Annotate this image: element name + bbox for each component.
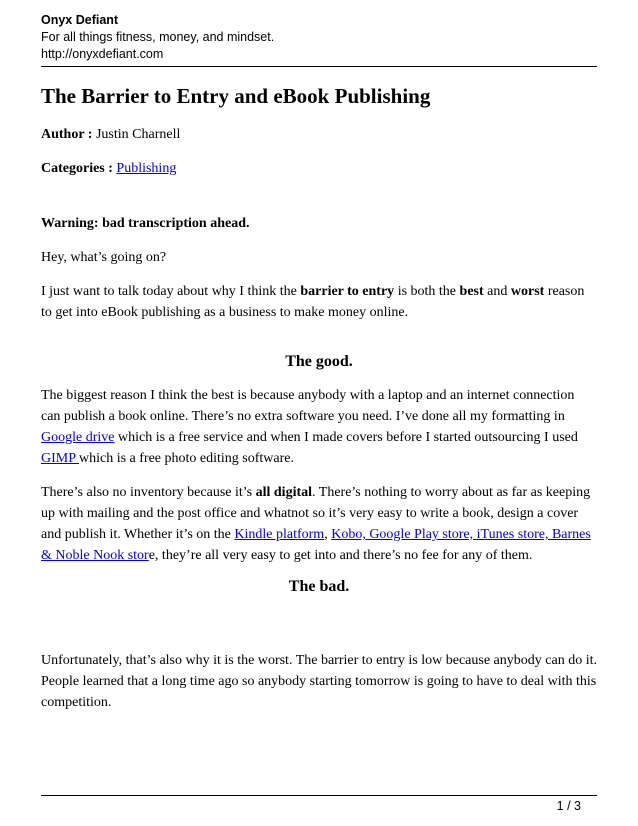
author-line	[41, 124, 597, 145]
good-paragraph-2: There’s also no inventory because it’s all digital. There’s nothing to worry about as far as keeping up with mailing and the post office and whatnot so it’s very easy to write a book, design a cover and publish it. Whether it’s on the Kindle platform, Kobo, Google Play store, iTunes store, Barnes & Noble Nook store, they’re all very easy to get into and there’s no fee for any of them.	[41, 485, 591, 563]
site-header	[41, 12, 597, 63]
gimp-link[interactable]: GIMP	[41, 451, 79, 466]
kindle-platform-link[interactable]: Kindle platform	[234, 527, 325, 542]
site-name: Onyx Defiant	[41, 13, 119, 27]
site-url: http://onyxdefiant.com	[41, 47, 164, 61]
heading-the-good: The good.	[285, 353, 353, 370]
article	[41, 82, 597, 726]
bad-paragraph-1: Unfortunately, that’s also why it is the worst. The barrier to entry is low because anybody can do it. People learned that a long time ago so anybody starting tomorrow is going to have to deal with this competition.	[41, 653, 597, 710]
google-drive-link[interactable]: Google drive	[41, 430, 115, 445]
categories-label: Categories :	[41, 161, 113, 176]
heading-the-bad: The bad.	[288, 578, 350, 595]
document-page	[41, 0, 597, 826]
page-indicator: 1 / 3	[556, 799, 581, 813]
good-paragraph-1: The biggest reason I think the best is because anybody with a laptop and an internet connection can publish a book online. There’s no extra software you need. I’ve done all my formatting in Google drive which is a free service and when I made covers before I started outsourcing I used GIMP which is a free photo editing software.	[41, 388, 578, 466]
category-link-publishing[interactable]: Publishing	[116, 161, 177, 176]
footer-divider	[41, 795, 597, 796]
author-name: Justin Charnell	[95, 127, 181, 142]
intro-paragraph: I just want to talk today about why I think the barrier to entry is both the best and worst reason to get into eBook publishing as a business to make money online.	[41, 284, 585, 320]
warning-text: Warning: bad transcription ahead.	[41, 216, 250, 231]
article-title: The Barrier to Entry and eBook Publishing	[41, 84, 431, 108]
categories-line	[41, 158, 597, 179]
greeting-paragraph: Hey, what’s going on?	[41, 250, 167, 265]
author-label: Author :	[41, 127, 93, 142]
stores-link[interactable]: Kobo, Google Play store, iTunes store, Barnes & Noble Nook stor	[41, 527, 591, 563]
header-divider	[41, 66, 597, 67]
site-tagline: For all things fitness, money, and mindset.	[41, 30, 275, 44]
